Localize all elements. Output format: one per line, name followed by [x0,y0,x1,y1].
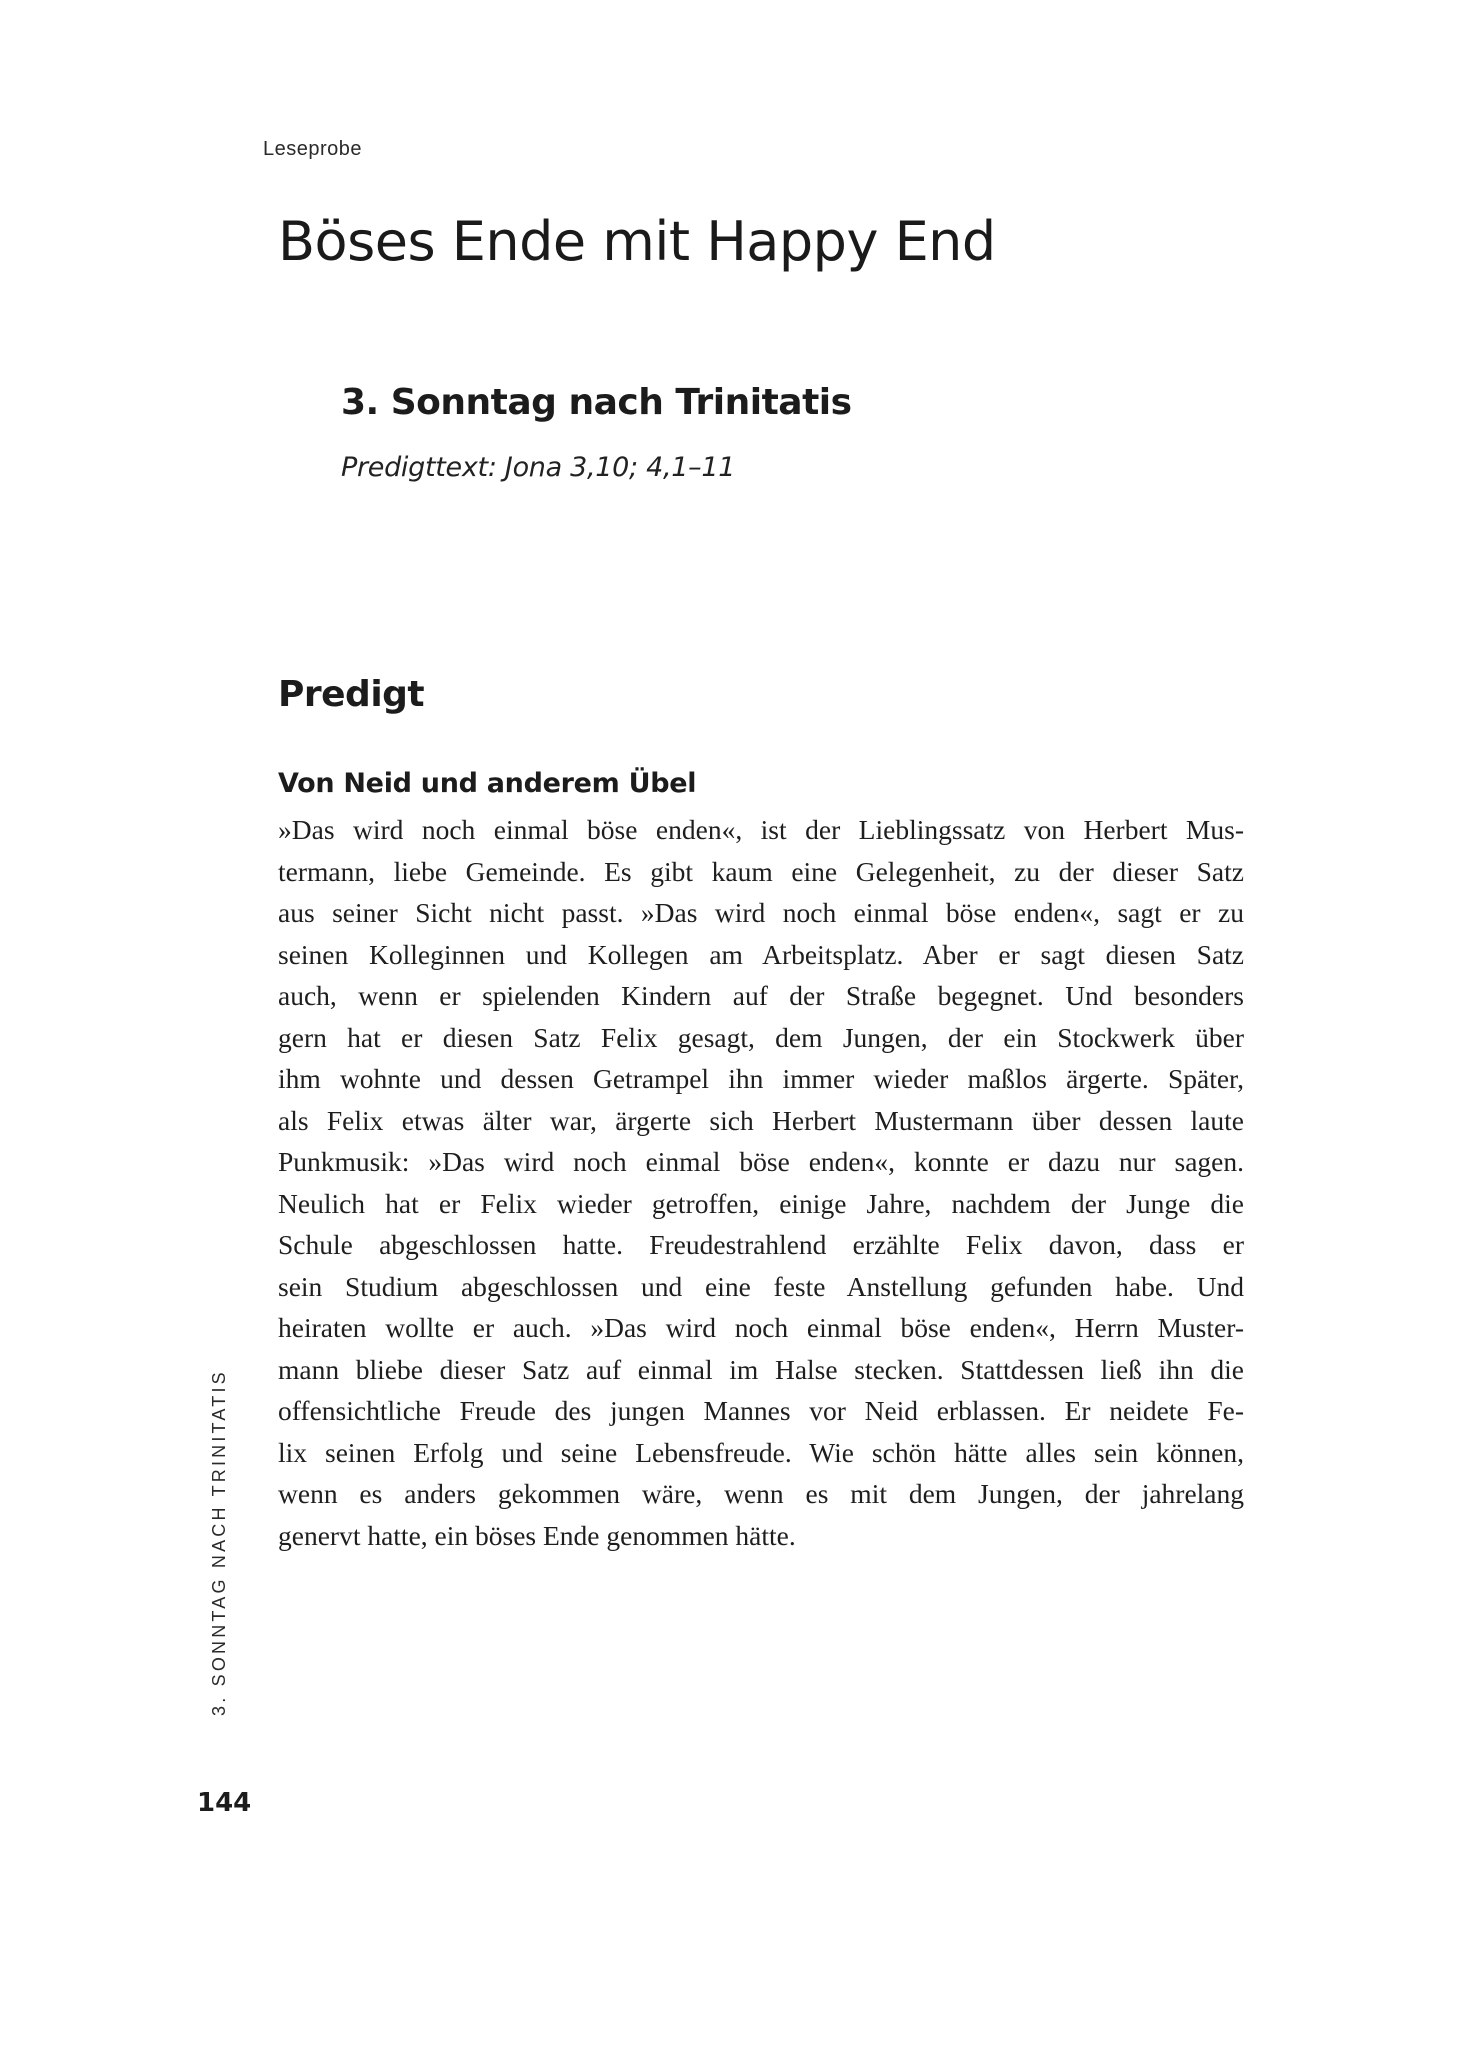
body-line: wenn es anders gekommen wäre, wenn es mit dem Jungen, der jahrelang [278,1478,1244,1509]
body-text [278,809,1244,1556]
body-line: als Felix etwas älter war, ärgerte sich Herbert Mustermann über dessen laute [278,1104,1244,1136]
body-line: genervt hatte, ein böses Ende genommen hätte. [278,1519,796,1551]
body-line: offensichtliche Freude des jungen Mannes vor Neid erblassen. Er neidete Fe- [278,1395,1244,1426]
sermon-text-reference: Predigttext: Jona 3,10; 4,1–11 [341,452,736,483]
sunday-heading: 3. Sonntag nach Trinitatis [341,382,852,423]
sub-heading: Von Neid und anderem Übel [278,768,697,799]
page-number: 144 [197,1788,252,1818]
body-line: seinen Kolleginnen und Kollegen am Arbeitsplatz. Aber er sagt diesen Satz [278,938,1244,970]
body-line: gern hat er diesen Satz Felix gesagt, dem Jungen, der ein Stockwerk über [278,1021,1244,1053]
body-line: »Das wird noch einmal böse enden«, ist der Lieblingssatz von Herbert Mus- [278,814,1244,845]
section-heading: Predigt [278,674,425,715]
body-line: Schule abgeschlossen hatte. Freudestrahlend erzählte Felix davon, dass er [278,1229,1244,1260]
body-line: auch, wenn er spielenden Kindern auf der Straße begegnet. Und besonders [278,980,1244,1011]
header-label: Leseprobe [263,138,363,160]
body-line: termann, liebe Gemeinde. Es gibt kaum eine Gelegenheit, zu der dieser Satz [278,855,1244,887]
body-line: lix seinen Erfolg und seine Lebensfreude. Wie schön hätte alles sein können, [278,1436,1244,1468]
body-line: mann bliebe dieser Satz auf einmal im Halse stecken. Stattdessen ließ ihn die [278,1353,1244,1385]
body-line: Punkmusik: »Das wird noch einmal böse enden«, konnte er dazu nur sagen. [278,1146,1244,1177]
body-line: ihm wohnte und dessen Getrampel ihn immer wieder maßlos ärgerte. Später, [278,1063,1244,1094]
body-line: aus seiner Sicht nicht passt. »Das wird noch einmal böse enden«, sagt er zu [278,897,1244,928]
running-head-text: 3. SONNTAG NACH TRINITATIS [209,1369,229,1716]
body-line: heiraten wollte er auch. »Das wird noch einmal böse enden«, Herrn Muster- [278,1312,1244,1343]
chapter-title: Böses Ende mit Happy End [278,210,996,273]
body-line: Neulich hat er Felix wieder getroffen, einige Jahre, nachdem der Junge die [278,1187,1244,1219]
body-line: sein Studium abgeschlossen und eine feste Anstellung gefunden habe. Und [278,1270,1244,1302]
